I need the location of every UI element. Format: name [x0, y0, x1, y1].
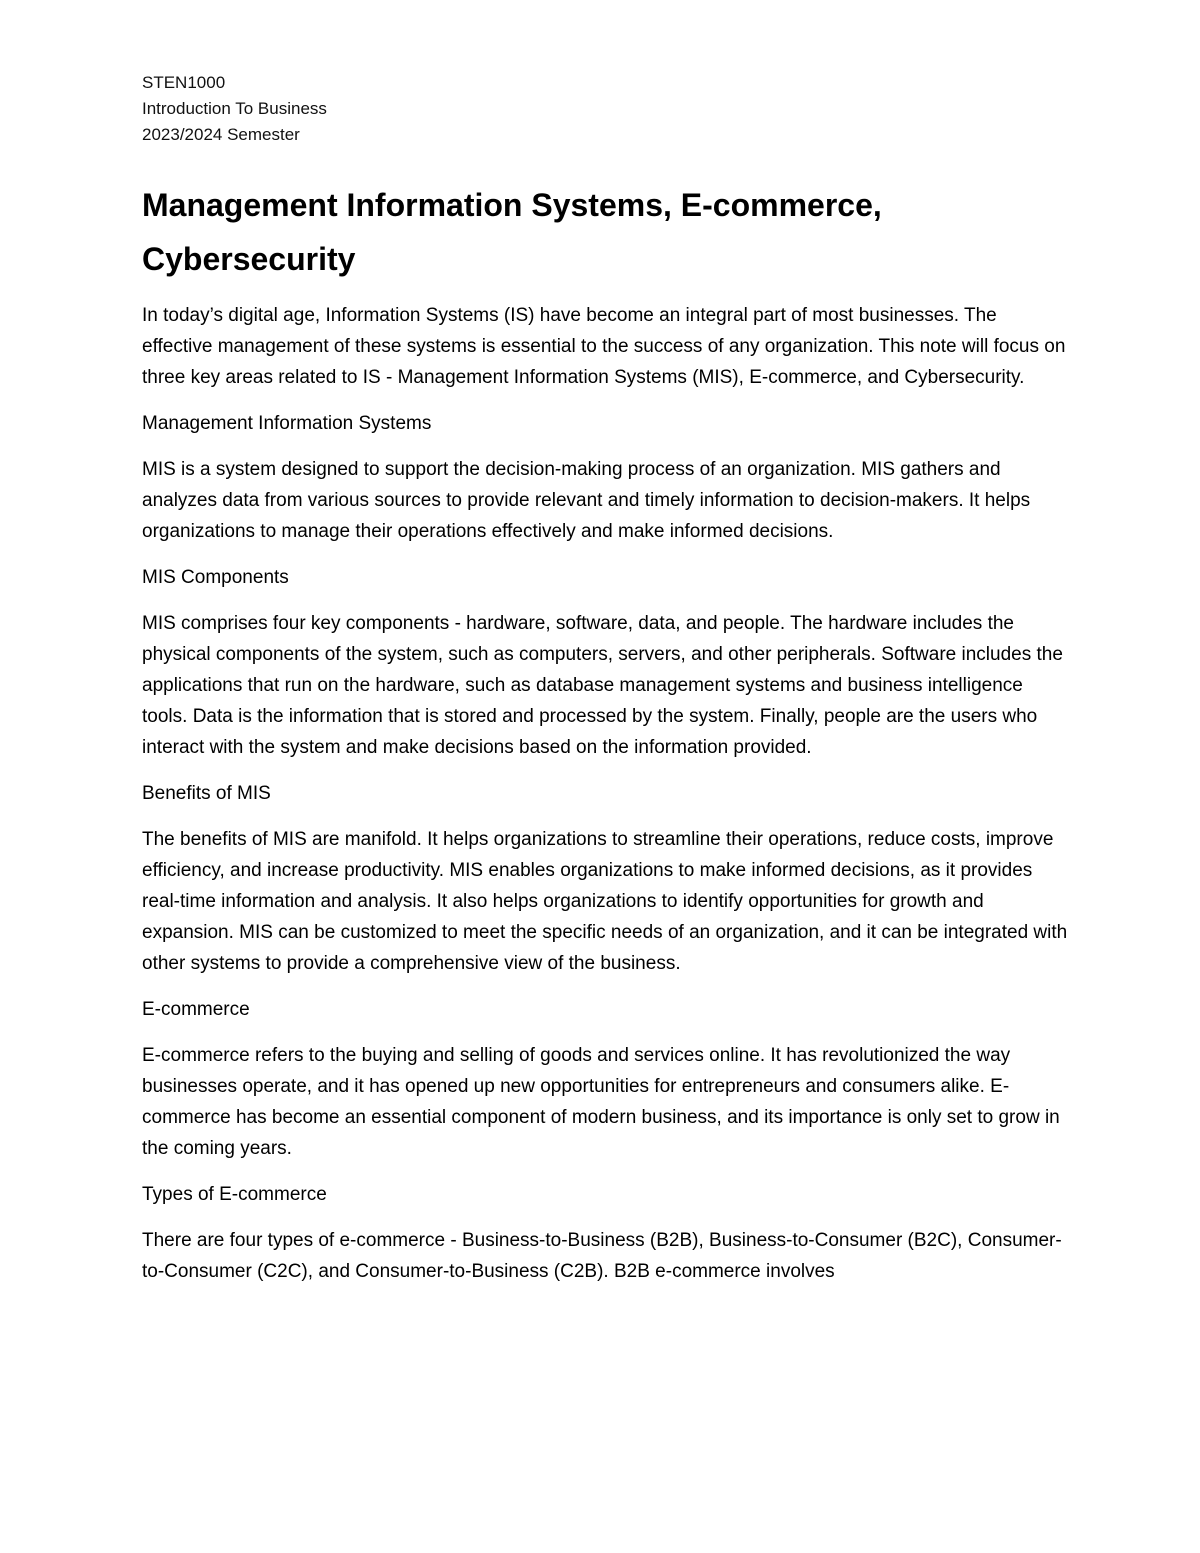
mis-components-paragraph: MIS comprises four key components - hardware, software, data, and people. The hardware includes the physical components of the system, such as computers, servers, and other peripherals. Software includes the applications that run on the hardware, such as database management systems and business intelligence tools. Data is the information that is stored and processed by the system. Finally, people are the users who interact with the system and make decisions based on the information provided.	[142, 613, 1063, 758]
ecommerce-types-paragraph: There are four types of e-commerce - Business-to-Business (B2B), Business-to-Consumer (B2C), Consumer-to-Consumer (C2C), and Consumer-to-Business (C2B). B2B e-commerce involves	[142, 1230, 1062, 1282]
document-body	[142, 70, 1072, 1302]
mis-heading: Management Information Systems	[142, 413, 432, 434]
document-title: Management Information Systems, E-commerce, Cybersecurity	[142, 187, 882, 277]
semester: 2023/2024 Semester	[142, 125, 300, 144]
ecommerce-heading: E-commerce	[142, 999, 250, 1020]
mis-paragraph: MIS is a system designed to support the decision-making process of an organization. MIS gathers and analyzes data from various sources to provide relevant and timely information to decision-makers. It helps organizations to manage their operations effectively and make informed decisions.	[142, 459, 1031, 542]
benefits-paragraph: The benefits of MIS are manifold. It helps organizations to streamline their operations, reduce costs, improve efficiency, and increase productivity. MIS enables organizations to make informed decisions, as it provides real-time information and analysis. It also helps organizations to identify opportunities for growth and expansion. MIS can be customized to meet the specific needs of an organization, and it can be integrated with other systems to provide a comprehensive view of the business.	[142, 829, 1068, 974]
course-code: STEN1000	[142, 73, 226, 92]
benefits-heading: Benefits of MIS	[142, 783, 271, 804]
ecommerce-types-heading: Types of E-commerce	[142, 1184, 327, 1205]
course-name: Introduction To Business	[142, 99, 327, 118]
ecommerce-paragraph: E-commerce refers to the buying and selling of goods and services online. It has revolutionized the way businesses operate, and it has opened up new opportunities for entrepreneurs and consumers alike. E-commerce has become an essential component of modern business, and its importance is only set to grow in the coming years.	[142, 1045, 1060, 1159]
mis-components-heading: MIS Components	[142, 567, 289, 588]
intro-paragraph: In today’s digital age, Information Systems (IS) have become an integral part of most businesses. The effective management of these systems is essential to the success of any organization. This note will focus on three key areas related to IS - Management Information Systems (MIS), E-commerce, and Cybersecurity.	[142, 305, 1066, 388]
